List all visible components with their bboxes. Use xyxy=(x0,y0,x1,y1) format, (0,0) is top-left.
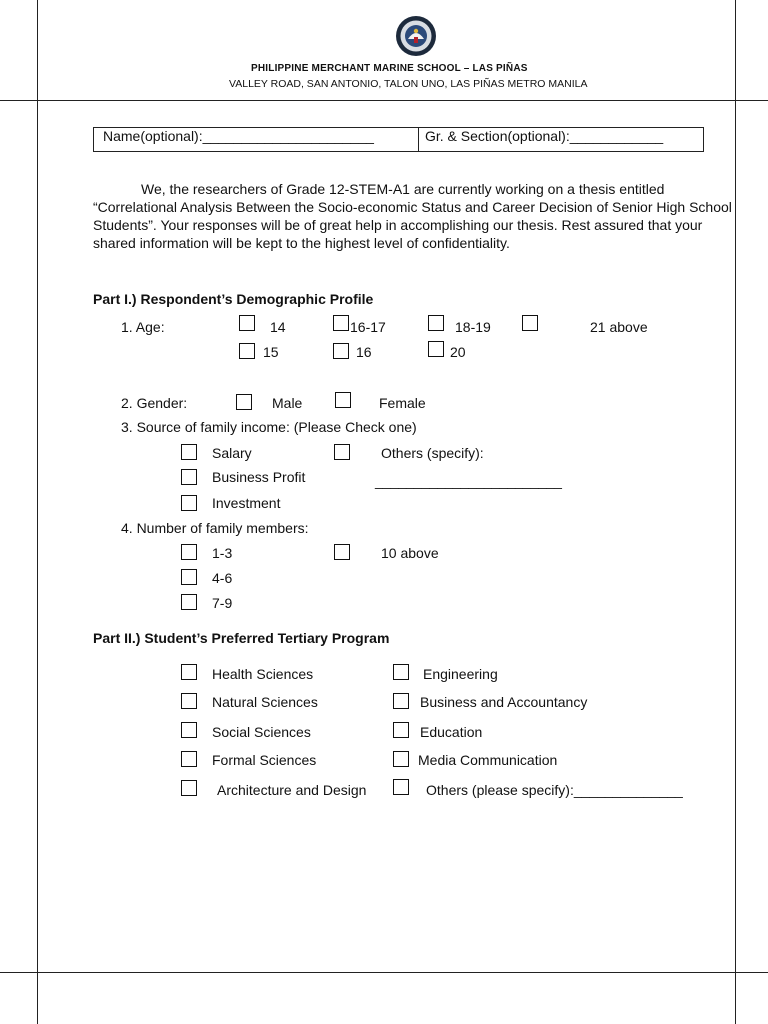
age-15-label: 15 xyxy=(263,344,279,360)
age-14-label: 14 xyxy=(270,319,286,335)
age-16-label: 16 xyxy=(356,344,372,360)
family-4-6-checkbox[interactable] xyxy=(181,569,197,585)
gender-female-label: Female xyxy=(379,395,426,411)
program-formal-sciences-checkbox[interactable] xyxy=(181,751,197,767)
family-4-6-label: 4-6 xyxy=(212,570,233,586)
respondent-box-divider xyxy=(418,128,419,151)
income-others-specify-field[interactable]: ________________________ xyxy=(375,473,562,489)
gender-female-checkbox[interactable] xyxy=(335,392,351,408)
school-address: VALLEY ROAD, SAN ANTONIO, TALON UNO, LAS PIÑAS METRO MANILA xyxy=(229,78,588,90)
age-21-above-label: 21 above xyxy=(590,319,648,335)
family-7-9-checkbox[interactable] xyxy=(181,594,197,610)
footer-divider-line xyxy=(0,972,768,973)
program-business-checkbox[interactable] xyxy=(393,693,409,709)
age-21-above-checkbox[interactable] xyxy=(522,315,538,331)
age-20-label: 20 xyxy=(450,344,466,360)
program-natural-sciences-checkbox[interactable] xyxy=(181,693,197,709)
frame-right-line xyxy=(735,0,736,1024)
program-education-checkbox[interactable] xyxy=(393,722,409,738)
age-label: 1. Age: xyxy=(121,319,165,335)
program-others-checkbox[interactable] xyxy=(393,779,409,795)
part2-title: Part II.) Student’s Preferred Tertiary Program xyxy=(93,630,390,646)
program-formal-sciences-label: Formal Sciences xyxy=(212,752,317,768)
program-media-communication-label: Media Communication xyxy=(418,752,558,768)
gender-male-label: Male xyxy=(272,395,303,411)
part1-title: Part I.) Respondent’s Demographic Profile xyxy=(93,291,374,307)
family-1-3-label: 1-3 xyxy=(212,545,233,561)
program-architecture-checkbox[interactable] xyxy=(181,780,197,796)
name-field[interactable]: Name(optional):______________________ xyxy=(103,128,374,144)
gender-male-checkbox[interactable] xyxy=(236,394,252,410)
section-field[interactable]: Gr. & Section(optional):____________ xyxy=(425,128,664,144)
income-business-checkbox[interactable] xyxy=(181,469,197,485)
income-salary-label: Salary xyxy=(212,445,252,461)
intro-paragraph: We, the researchers of Grade 12-STEM-A1 are currently working on a thesis entitled “Correlational Analysis Between the Socio-economic Status and Career Decision of Senior High School Students”. Your responses will be of great help in accomplishing our thesis. Rest assured that your shared information will be kept to the highest level of confidentiality. xyxy=(93,181,732,251)
program-health-sciences-label: Health Sciences xyxy=(212,666,314,682)
header-divider-line xyxy=(0,100,768,101)
program-architecture-label: Architecture and Design xyxy=(217,782,367,798)
program-engineering-checkbox[interactable] xyxy=(393,664,409,680)
family-10-above-label: 10 above xyxy=(381,545,439,561)
program-business-label: Business and Accountancy xyxy=(420,694,588,710)
program-media-communication-checkbox[interactable] xyxy=(393,751,409,767)
frame-left-line xyxy=(37,0,38,1024)
age-16-17-checkbox[interactable] xyxy=(333,315,349,331)
income-label: 3. Source of family income: (Please Check one) xyxy=(121,419,417,435)
age-15-checkbox[interactable] xyxy=(239,343,255,359)
school-seal-icon xyxy=(394,15,438,57)
program-natural-sciences-label: Natural Sciences xyxy=(212,694,318,710)
family-10-above-checkbox[interactable] xyxy=(334,544,350,560)
family-label: 4. Number of family members: xyxy=(121,520,309,536)
program-social-sciences-label: Social Sciences xyxy=(212,724,311,740)
income-business-label: Business Profit xyxy=(212,469,306,485)
age-14-checkbox[interactable] xyxy=(239,315,255,331)
program-health-sciences-checkbox[interactable] xyxy=(181,664,197,680)
income-investment-checkbox[interactable] xyxy=(181,495,197,511)
age-16-checkbox[interactable] xyxy=(333,343,349,359)
age-16-17-label: 16-17 xyxy=(350,319,386,335)
income-others-checkbox[interactable] xyxy=(334,444,350,460)
age-18-19-checkbox[interactable] xyxy=(428,315,444,331)
age-20-checkbox[interactable] xyxy=(428,341,444,357)
program-education-label: Education xyxy=(420,724,483,740)
income-investment-label: Investment xyxy=(212,495,281,511)
school-name: PHILIPPINE MERCHANT MARINE SCHOOL – LAS PIÑAS xyxy=(251,63,528,74)
program-social-sciences-checkbox[interactable] xyxy=(181,722,197,738)
family-1-3-checkbox[interactable] xyxy=(181,544,197,560)
age-18-19-label: 18-19 xyxy=(455,319,491,335)
income-others-label: Others (specify): xyxy=(381,445,484,461)
family-7-9-label: 7-9 xyxy=(212,595,233,611)
program-engineering-label: Engineering xyxy=(423,666,498,682)
income-salary-checkbox[interactable] xyxy=(181,444,197,460)
gender-label: 2. Gender: xyxy=(121,395,188,411)
program-others-specify-field[interactable]: Others (please specify):______________ xyxy=(426,782,683,798)
